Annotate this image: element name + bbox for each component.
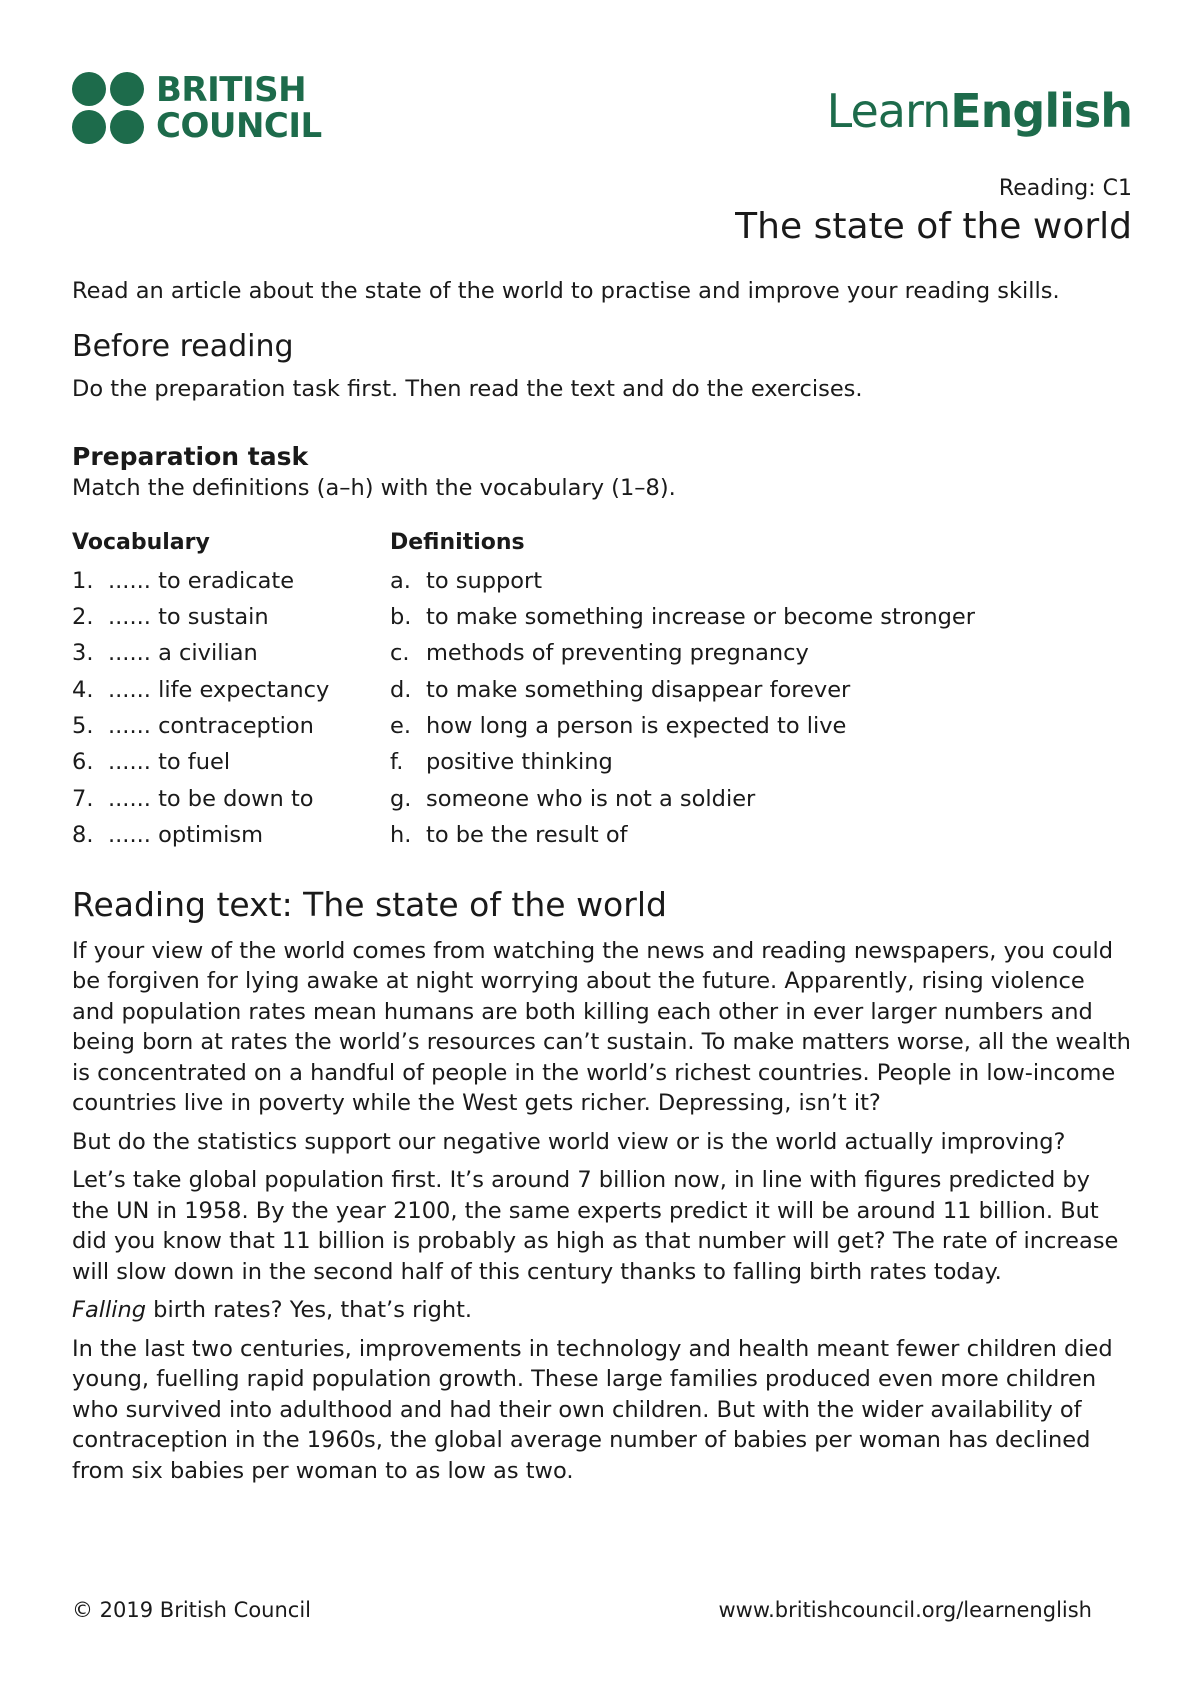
vocab-item: 6. ...... to fuel — [72, 749, 231, 776]
vocab-item: 7. ...... to be down to — [72, 785, 314, 812]
definition-item: c. methods of preventing pregnancy — [390, 640, 809, 667]
learn-logo-light: Learn — [826, 84, 951, 138]
reading-paragraph-3: Let’s take global population first. It’s around 7 billion now, in line with figures predicted by the UN in 1958. By the year 2100, the same experts predict it will be around 11 billion. But did you know that 11 billion is probably as high as that number will get? The rate of increase will slow down in the second half of this century thanks to falling birth rates today. — [72, 1167, 1119, 1285]
page-title: The state of the world — [735, 206, 1132, 247]
logo-line-1: BRITISH — [156, 70, 307, 110]
before-reading-heading: Before reading — [72, 328, 294, 364]
reading-paragraph-2: But do the statistics support our negative world view or is the world actually improving? — [72, 1128, 1066, 1155]
definition-item: d. to make something disappear forever — [390, 676, 851, 703]
vocab-item: 1. ...... to eradicate — [72, 567, 295, 594]
british-council-logo — [72, 72, 322, 144]
definition-item: a. to support — [390, 567, 543, 594]
reading-text-heading: Reading text: The state of the world — [72, 884, 667, 924]
definition-item: b. to make something increase or become stronger — [390, 603, 975, 630]
preparation-task-heading: Preparation task — [72, 442, 309, 471]
footer-url-link[interactable]: www.britishcouncil.org/learnenglish — [718, 1598, 1092, 1622]
vocabulary-header: Vocabulary — [72, 529, 210, 555]
copyright-text: © 2019 British Council — [72, 1598, 312, 1622]
page-footer — [72, 1598, 1092, 1622]
logo-dots-icon — [72, 72, 144, 144]
definitions-column — [390, 530, 1132, 859]
learnenglish-logo — [827, 84, 1132, 138]
reading-paragraph-4 — [72, 1295, 1132, 1326]
logo-wordmark — [156, 72, 322, 144]
reading-paragraph-4-rest: birth rates? Yes, that’s right. — [146, 1297, 473, 1324]
vocab-item: 5. ...... contraception — [72, 713, 314, 740]
vocabulary-matching-table — [72, 530, 1132, 859]
reading-level: Reading: C1 — [998, 176, 1132, 201]
reading-paragraph-1: If your view of the world comes from watching the news and reading newspapers, you could be forgiven for lying awake at night worrying about the future. Apparently, rising violence and population rates mean humans are both killing each other in ever larger numbers and being born at rates the world’s resources can’t sustain. To make matters worse, all the wealth is concentrated on a handful of people in the world’s richest countries. People in low-income countries live in poverty while the West gets richer. Depressing, isn’t it? — [72, 937, 1131, 1117]
definition-item: e. how long a person is expected to live — [390, 713, 847, 740]
vocab-item: 8. ...... optimism — [72, 822, 263, 849]
emphasis-falling: Falling — [72, 1297, 147, 1324]
intro-text: Read an article about the state of the world to practise and improve your reading skills. — [72, 278, 1060, 304]
learn-logo-bold: English — [950, 84, 1132, 138]
before-reading-text: Do the preparation task first. Then read the text and do the exercises. — [72, 375, 863, 402]
preparation-task-text: Match the definitions (a–h) with the vocabulary (1–8). — [72, 475, 676, 501]
page-header — [72, 70, 1132, 150]
definition-item: f. positive thinking — [390, 749, 613, 776]
vocab-item: 3. ...... a civilian — [72, 640, 258, 667]
vocabulary-column — [72, 530, 390, 859]
main-content — [72, 276, 1132, 1494]
logo-line-2: COUNCIL — [156, 106, 322, 146]
definitions-header: Definitions — [390, 529, 525, 555]
vocab-item: 4. ...... life expectancy — [72, 676, 330, 703]
definition-item: h. to be the result of — [390, 822, 628, 849]
definition-item: g. someone who is not a soldier — [390, 785, 756, 812]
reading-paragraph-5: In the last two centuries, improvements in technology and health meant fewer children died young, fuelling rapid population growth. These large families produced even more children who survived into adulthood and had their own children. But with the wider availability of contraception in the 1960s, the global average number of babies per woman has declined from six babies per woman to as low as two. — [72, 1335, 1113, 1484]
vocab-item: 2. ...... to sustain — [72, 603, 269, 630]
